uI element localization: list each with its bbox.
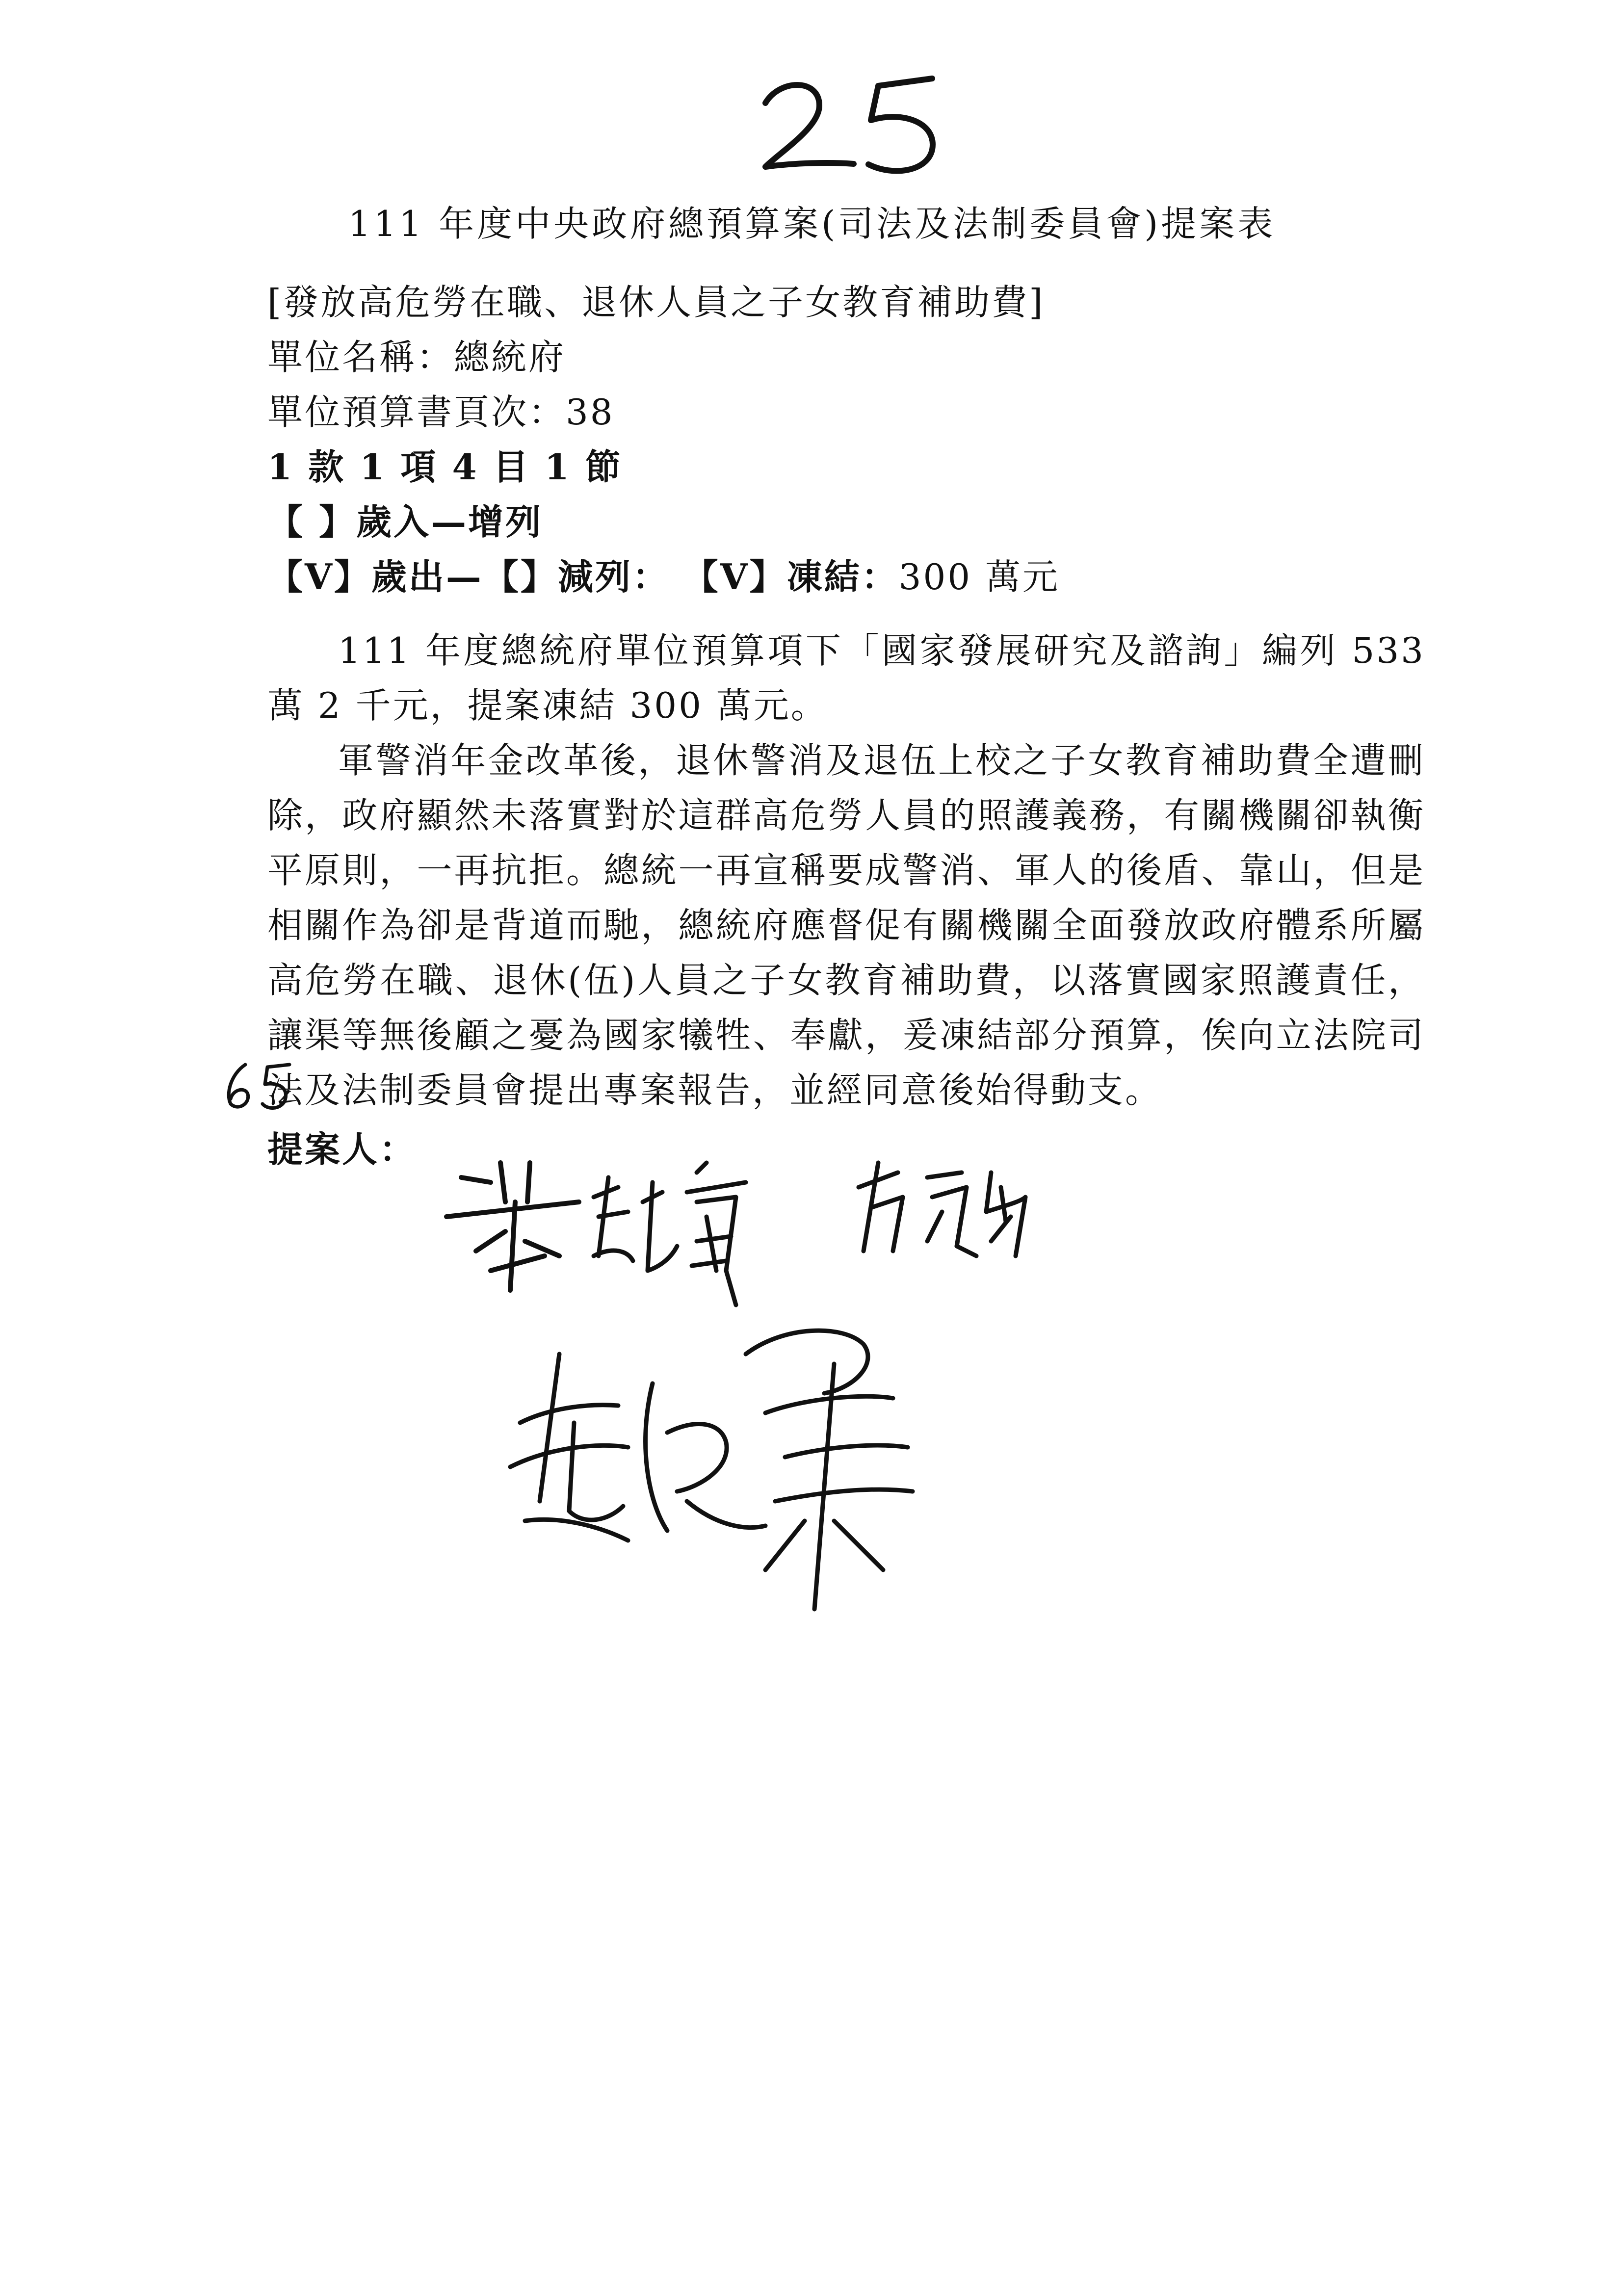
signature-2 xyxy=(844,1143,1050,1280)
page-title: 111 年度中央政府總預算案(司法及法制委員會)提案表 xyxy=(348,203,1276,244)
body-paragraph-1: 111 年度總統府單位預算項下「國家發展研究及諮詢」編列 533 萬 2 千元，提案凍結 300 萬元。 xyxy=(267,630,1425,726)
unit-name: 單位名稱：總統府 xyxy=(267,337,566,378)
budget-section: 1 款 1 項 4 目 1 節 xyxy=(267,446,623,488)
revenue-line: 【 】歲入—增列 xyxy=(267,501,543,543)
proposer-label: 提案人： xyxy=(267,1128,417,1170)
proposal-body xyxy=(267,623,1425,1118)
body-paragraph-2: 軍警消年金改革後，退休警消及退伍上校之子女教育補助費全遭刪除，政府顯然未落實對於這群高危勞人員的照護義務，有關機關卻執衡平原則，一再抗拒。總統一再宣稱要成警消、軍人的後盾、靠山，但是相關作為卻是背道而馳，總統府應督促有關機關全面發放政府體系所屬高危勞在職、退休(伍)人員之子女教育補助費，以落實國家照護責任，讓渠等無後顧之憂為國家犧牲、奉獻，爰凍結部分預算，俟向立法院司法及法制委員會提出專案報告，並經同意後始得動支。 xyxy=(267,740,1425,1111)
handwritten-page-number xyxy=(746,59,952,177)
freeze-amount: 300 萬元 xyxy=(898,556,1060,598)
expenditure-reduce: 【V】歲出—【】減列： xyxy=(267,556,670,598)
proposal-subject: [發放高危勞在職、退休人員之子女教育補助費] xyxy=(267,282,1045,323)
proposal-header xyxy=(267,275,1494,604)
budget-page: 單位預算書頁次：38 xyxy=(267,391,615,433)
signature-3 xyxy=(491,1295,962,1639)
handwritten-side-number xyxy=(216,1055,299,1114)
expenditure-freeze: 【V】凍結： xyxy=(682,556,899,598)
expenditure-line xyxy=(267,549,1494,604)
